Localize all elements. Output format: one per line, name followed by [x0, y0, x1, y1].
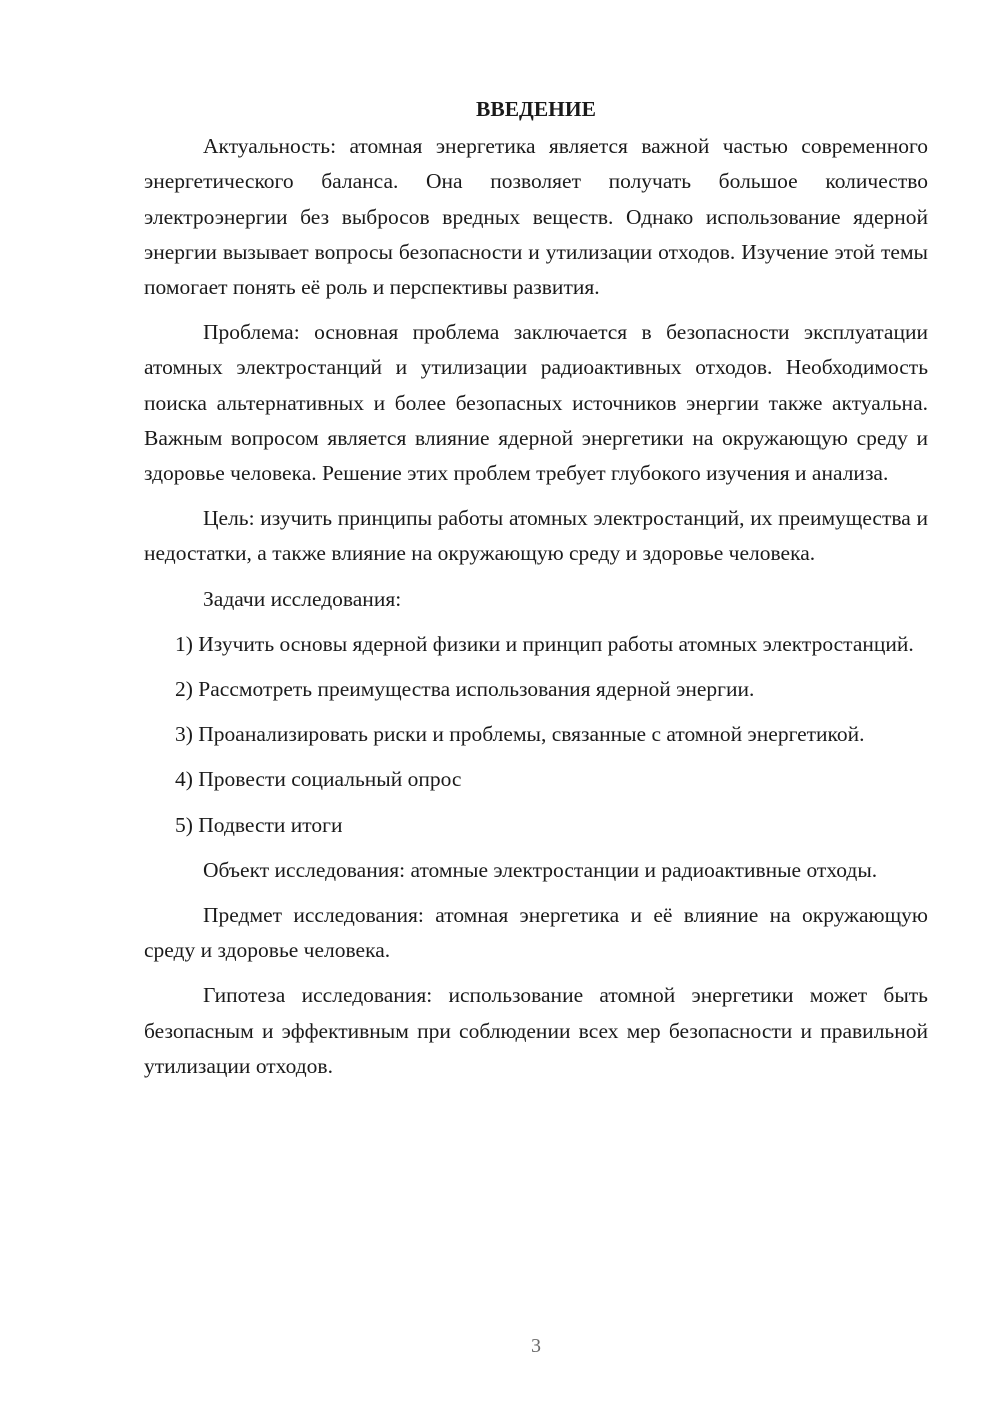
hypothesis-paragraph: Гипотеза исследования: использование атомной энергетики может быть безопасным и эффективным при соблюдении всех мер безопасности и правильной утилизации отходов.: [144, 983, 928, 1078]
goal-paragraph: Цель: изучить принципы работы атомных электростанций, их преимущества и недостатки, а также влияние на окружающую среду и здоровье человека.: [144, 506, 928, 566]
section-title: ВВЕДЕНИЕ: [476, 97, 596, 121]
task-item: 4) Провести социальный опрос: [175, 767, 462, 792]
task-item: 1) Изучить основы ядерной физики и принцип работы атомных электростанций.: [175, 631, 914, 656]
relevance-paragraph: Актуальность: атомная энергетика является важной частью современного энергетического баланса. Она позволяет получать большое количество электроэнергии без выбросов вредных веществ. Однако использование ядерной энергии вызывает вопросы безопасности и утилизации отходов. Изучение этой темы помогает понять её роль и перспективы развития.: [144, 134, 928, 300]
object-paragraph: Объект исследования: атомные электростанции и радиоактивные отходы.: [203, 857, 878, 882]
page-number: 3: [531, 1335, 541, 1357]
task-item: 5) Подвести итоги: [175, 812, 343, 837]
task-item: 3) Проанализировать риски и проблемы, связанные с атомной энергетикой.: [175, 722, 865, 747]
tasks-heading: Задачи исследования:: [203, 586, 402, 611]
subject-paragraph: Предмет исследования: атомная энергетика и её влияние на окружающую среду и здоровье человека.: [144, 903, 928, 963]
problem-paragraph: Проблема: основная проблема заключается в безопасности эксплуатации атомных электростанций и утилизации радиоактивных отходов. Необходимость поиска альтернативных и более безопасных источников энергии также актуальна. Важным вопросом является влияние ядерной энергетики на окружающую среду и здоровье человека. Решение этих проблем требует глубокого изучения и анализа.: [144, 320, 928, 486]
page-content: [144, 92, 928, 1094]
task-item: 2) Рассмотреть преимущества использования ядерной энергии.: [175, 677, 755, 702]
